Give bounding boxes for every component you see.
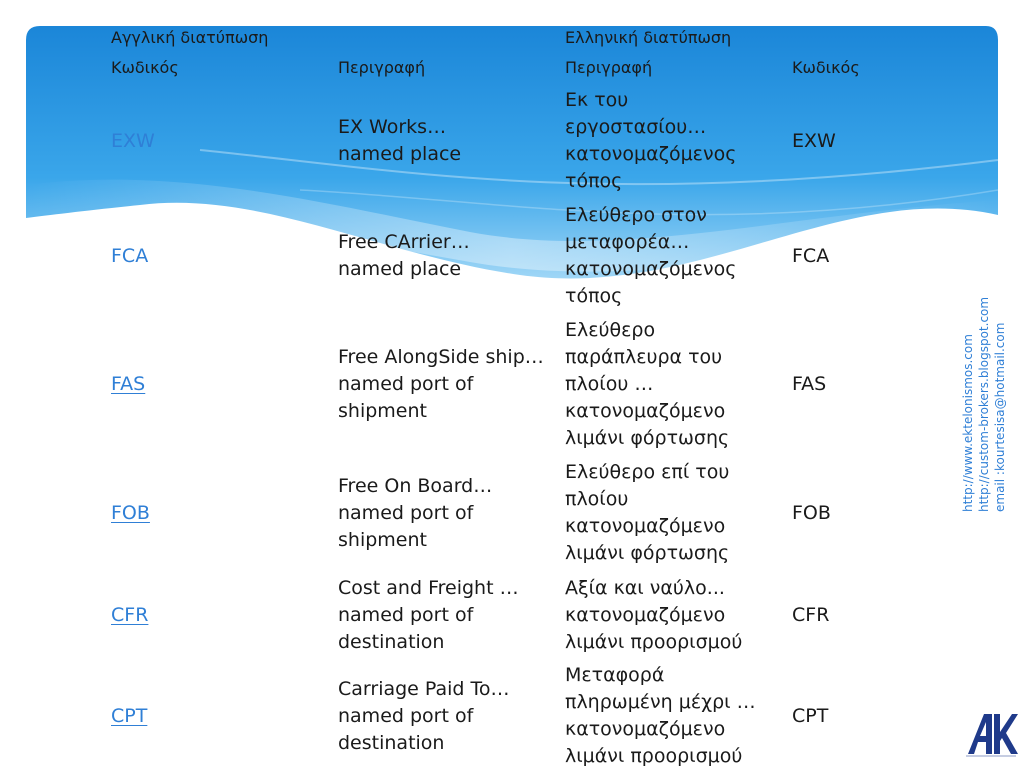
description-en-cell — [338, 573, 519, 657]
description-en-line: Free On Board… — [338, 474, 493, 497]
description-en-line: Free AlongSide ship… — [338, 346, 544, 368]
description-el-line: πλοίου … — [565, 373, 654, 395]
description-el-line: λιμάνι προορισμού — [565, 745, 743, 767]
incoterm-code-link[interactable]: FAS — [111, 373, 146, 395]
table-row — [0, 661, 1024, 771]
blog-link[interactable]: http://custom-brokers.blogspot.com — [977, 296, 991, 512]
email-link[interactable]: email :kourtesisa@hotmail.com — [993, 322, 1007, 512]
code-el-cell: FAS — [792, 373, 827, 395]
description-el-cell — [565, 316, 729, 453]
description-el-line: Ελεύθερο — [565, 319, 656, 341]
column-header-description-en: Περιγραφή — [338, 58, 426, 77]
column-header-code-el: Κωδικός — [792, 58, 860, 77]
website-link[interactable]: http://www.ektelonismos.com — [961, 334, 975, 512]
description-el-line: λιμάνι φόρτωσης — [565, 427, 730, 449]
description-en-line: Free CArrier… — [338, 231, 470, 253]
code-cell[interactable] — [111, 661, 147, 771]
description-en-cell — [338, 86, 461, 196]
description-en-line: destination — [338, 630, 445, 653]
description-en-cell — [338, 458, 492, 568]
description-en-line: Cost and Freight … — [338, 576, 519, 599]
description-el-line: Αξία και ναύλο... — [565, 576, 725, 599]
description-el-line: κατονομαζόμενο — [565, 603, 726, 626]
description-el-line: μεταφορέα… — [565, 231, 690, 253]
incoterm-code-link[interactable]: CFR — [111, 603, 149, 626]
description-el-cell — [565, 661, 756, 771]
column-header-description-el: Περιγραφή — [565, 58, 653, 77]
description-el-line: κατονομαζόμενο — [565, 515, 726, 537]
description-en-line: named place — [338, 258, 462, 280]
description-en-cell — [338, 316, 544, 453]
description-en-line: named port of — [338, 373, 474, 395]
table-row — [0, 201, 1024, 311]
description-en-line: shipment — [338, 528, 427, 551]
code-cell[interactable] — [111, 316, 145, 453]
description-en-line: named port of — [338, 603, 474, 626]
description-el-line: πληρωμένη μέχρι … — [565, 691, 756, 713]
table-row — [0, 458, 1024, 568]
description-en-cell — [338, 201, 470, 311]
code-cell[interactable] — [111, 201, 148, 311]
description-el-line: Ελεύθερο επί του — [565, 461, 730, 483]
description-en-line: Carriage Paid To… — [338, 677, 510, 700]
code-el-cell: CFR — [792, 603, 830, 626]
description-el-line: Ελεύθερο στον — [565, 204, 707, 226]
description-el-cell — [565, 573, 742, 657]
contact-links — [960, 297, 1008, 512]
description-el-line: Εκ του — [565, 89, 629, 111]
code-cell[interactable] — [111, 458, 150, 568]
code-el-cell: CPT — [792, 704, 829, 727]
code-el-cell: EXW — [792, 129, 836, 152]
description-el-cell — [565, 86, 736, 196]
table-row — [0, 316, 1024, 453]
table-row — [0, 573, 1024, 657]
description-el-line: κατονομαζόμενος — [565, 143, 737, 165]
code-el-cell: FCA — [792, 244, 830, 267]
description-el-line: πλοίου — [565, 488, 629, 510]
code-cell[interactable] — [111, 573, 148, 657]
description-en-cell — [338, 661, 510, 771]
description-el-line: παράπλευρα του — [565, 346, 723, 368]
description-el-line: κατονομαζόμενος — [565, 258, 737, 280]
incoterm-code-link[interactable]: FOB — [111, 501, 150, 524]
incoterm-code-link[interactable]: CPT — [111, 704, 148, 727]
description-el-line: εργοστασίου… — [565, 116, 707, 138]
group-header-english: Αγγλική διατύπωση — [111, 28, 269, 47]
column-header-code-en: Κωδικός — [111, 58, 179, 77]
table-row — [0, 86, 1024, 196]
description-el-cell — [565, 458, 729, 568]
description-el-cell — [565, 201, 736, 311]
ak-logo-icon — [962, 706, 1018, 762]
description-en-line: named place — [338, 143, 462, 165]
description-en-line: shipment — [338, 400, 427, 422]
description-el-line: κατονομαζόμενο — [565, 718, 726, 740]
description-en-line: named port of — [338, 704, 474, 727]
description-el-line: τόπος — [565, 170, 623, 192]
description-en-line: named port of — [338, 501, 474, 524]
incoterm-code-link[interactable]: EXW — [111, 129, 155, 152]
description-el-line: λιμάνι φόρτωσης — [565, 542, 730, 564]
code-cell[interactable] — [111, 86, 155, 196]
description-en-line: EX Works… — [338, 116, 447, 138]
description-el-line: κατονομαζόμενο — [565, 400, 726, 422]
description-en-line: destination — [338, 731, 445, 754]
incoterm-code-link[interactable]: FCA — [111, 244, 149, 267]
code-el-cell: FOB — [792, 501, 831, 524]
description-el-line: λιμάνι προορισμού — [565, 630, 743, 653]
group-header-greek: Ελληνική διατύπωση — [565, 28, 732, 47]
description-el-line: Μεταφορά — [565, 664, 665, 686]
description-el-line: τόπος — [565, 285, 623, 307]
